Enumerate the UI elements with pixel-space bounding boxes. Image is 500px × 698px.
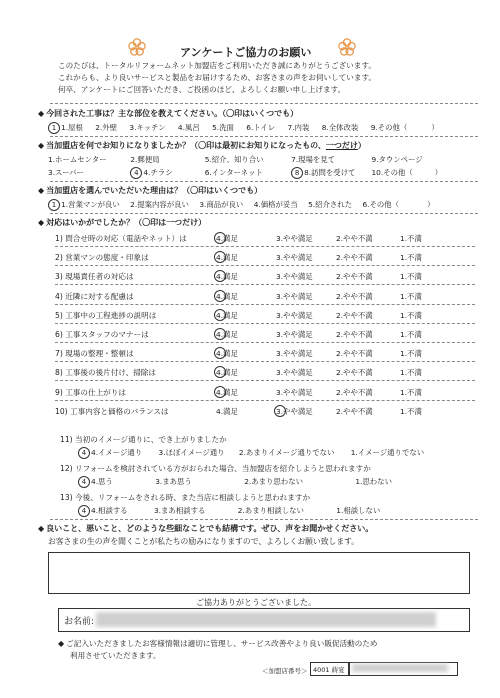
flower-icon <box>128 38 146 56</box>
q4-scale-label: 1.不満 <box>400 253 422 263</box>
q4-scale-label: 2.やや不満 <box>336 387 373 397</box>
row-divider <box>55 323 475 324</box>
q4-item: 7) 現場の整理・整頓は <box>55 349 134 359</box>
q13-question: 13) 今後、リフォームをされる時、また当店に相談しようと思われますか <box>60 493 311 502</box>
q4-scale-label: 3.やや満足 <box>276 291 313 301</box>
redacted-name <box>96 612 436 627</box>
comment-box[interactable] <box>48 552 470 594</box>
q4-item: 3) 現場責任者の対応は <box>55 272 134 282</box>
selected-circle <box>214 309 226 321</box>
q13-options: 4 4.相談する 3.まあ相談する 2.あまり相談しない 1.相談しない <box>78 505 380 517</box>
intro-line: このたびは、トータルリフォームネット加盟店をご利用いただき誠にありがとうございます。 <box>58 61 376 70</box>
q4-scale-option[interactable] <box>400 291 422 302</box>
q4-scale-option[interactable] <box>216 329 238 340</box>
q4-title: ◆ 対応はいかがでしたか？（〇印は一つだけ） <box>38 218 207 227</box>
q4-scale-label: 1.不満 <box>400 291 422 301</box>
q4-scale-option[interactable] <box>216 367 238 378</box>
q4-scale-label: 3.やや満足 <box>276 310 313 320</box>
q4-scale-option[interactable] <box>216 233 238 244</box>
divider <box>50 181 478 182</box>
intro-line: これからも、より良いサービスと製品をお届けするため、お客さまの声をお伺いしています。 <box>58 73 377 82</box>
row-divider <box>55 246 475 247</box>
q4-scale-label: 2.やや不満 <box>336 310 373 320</box>
q4-scale-label: 2.やや不満 <box>336 272 373 282</box>
q3-title: ◆ 当加盟店を選んでいただいた理由は？（〇印はいくつでも） <box>38 186 263 195</box>
row-divider <box>55 361 475 362</box>
q4-scale-label: 2.やや不満 <box>336 253 373 263</box>
divider <box>50 136 478 137</box>
q4-scale-option[interactable] <box>276 329 313 340</box>
q4-scale-option[interactable] <box>276 271 313 282</box>
q4-scale-label: 4.満足 <box>216 234 238 243</box>
q4-scale-label: 3.やや満足 <box>276 272 313 282</box>
selected-circle <box>214 232 226 244</box>
q4-scale-option[interactable] <box>336 367 373 378</box>
q4-scale-option[interactable] <box>336 329 373 340</box>
q4-scale-label: 1.不満 <box>400 330 422 339</box>
row-divider <box>55 342 475 343</box>
q4-scale-label: 1.不満 <box>400 272 422 282</box>
q4-scale-option[interactable] <box>276 406 313 417</box>
thanks-text: ご協力ありがとうございました。 <box>196 598 316 607</box>
q12-question: 12) リフォームを検討されている方がおられた場合、当加盟店を紹介しようと思われますか <box>60 464 371 473</box>
q2-row1: 1.ホームセンター 2.郵便局 5.紹介、知り合い 7.現場を見て 9.タウンページ <box>48 155 423 164</box>
q4-scale-option[interactable] <box>336 291 373 302</box>
redacted-store-code <box>352 664 448 672</box>
q4-scale-label: 3.やや満足 <box>276 349 313 359</box>
q4-scale-label: 1.不満 <box>400 406 422 416</box>
selected-circle <box>214 328 226 340</box>
q4-item: 1) 問合せ時の対応（電話やネット）は <box>55 234 187 243</box>
q4-scale-option[interactable] <box>400 367 422 378</box>
row-divider <box>55 380 475 381</box>
q5-subtitle: お客さまの生の声を聞くことが私たちの励みになりますので、よろしくお願い致します。 <box>48 537 360 546</box>
q3-options: 1 1.営業マンが良い 2.提案内容が良い 3.商品が良い 4.価格が妥当 5.紹介された 6.その他（ ） <box>48 199 434 211</box>
q4-scale-option[interactable] <box>216 387 238 398</box>
divider <box>50 213 478 214</box>
q2-title: ◆ 当加盟店を何でお知りになりましたか？（〇印は最初にお知りになったもの、一つだけ） <box>38 141 366 150</box>
q4-scale-label: 2.やや不満 <box>336 406 373 416</box>
row-divider <box>55 304 475 305</box>
page-title: アンケートご協力のお願い <box>180 46 312 59</box>
q4-scale-label: 1.不満 <box>400 234 422 243</box>
q4-scale-label: 1.不満 <box>400 349 422 359</box>
q4-scale-label: 2.やや不満 <box>336 349 373 359</box>
q4-scale-label: 4.満足 <box>216 253 238 263</box>
q4-item: 5) 工事中の工程進捗の説明は <box>55 310 157 320</box>
q4-scale-label: 3.やや満足 <box>276 253 313 263</box>
q5-title: ◆ 良いこと、悪いこと、どのような些細なことでも結構です。ぜひ、声をお聞かせください。 <box>38 524 374 533</box>
q4-scale-option[interactable] <box>400 348 422 359</box>
q4-scale-option[interactable] <box>400 233 422 244</box>
q4-scale-label: 2.やや不満 <box>336 330 373 339</box>
q4-scale-label: 1.不満 <box>400 387 422 397</box>
name-label: お名前: <box>64 617 95 627</box>
privacy-text: ◆ ご記入いただきましたお客様情報は適切に管理し、サービス改善やより良い販促活動のため <box>58 639 378 648</box>
store-label: ＜加盟店番号＞ <box>262 667 308 675</box>
q4-scale-option[interactable] <box>400 406 422 417</box>
q4-scale-option[interactable] <box>276 291 313 302</box>
privacy-text: 利用させていただきます。 <box>70 651 161 660</box>
q4-scale-option[interactable] <box>336 387 373 398</box>
q4-scale-label: 4.満足 <box>216 349 238 359</box>
divider <box>50 103 478 104</box>
q4-scale-label: 4.満足 <box>216 272 238 282</box>
q4-scale-option[interactable] <box>400 329 422 340</box>
q4-scale-option[interactable] <box>336 271 373 282</box>
q4-scale-label: 3.やや満足 <box>276 234 313 243</box>
q4-item: 2) 営業マンの態度・印象は <box>55 253 149 263</box>
q4-scale-option[interactable] <box>276 310 313 321</box>
q4-scale-option[interactable] <box>276 387 313 398</box>
q4-scale-label: 3.やや満足 <box>276 387 313 397</box>
q4-scale-option[interactable] <box>216 348 238 359</box>
flower-icon <box>338 38 356 56</box>
q2-row2: 3.スーパー 4 4.チラシ 6.インターネット 8 8.訪問を受けて 10.その他（ ） <box>48 168 443 177</box>
q4-scale-option[interactable] <box>336 252 373 263</box>
q4-scale-option[interactable] <box>400 271 422 282</box>
q4-scale-label: 1.不満 <box>400 310 422 320</box>
q4-scale-option[interactable] <box>400 387 422 398</box>
selected-circle[interactable]: 8 <box>291 167 303 179</box>
q4-scale-option[interactable] <box>400 252 422 263</box>
q4-scale-label: 4.満足 <box>216 368 238 378</box>
q4-scale-label: 4.満足 <box>216 291 238 301</box>
q4-scale-label: 3.やや満足 <box>276 330 313 339</box>
q4-scale-option[interactable] <box>276 367 313 378</box>
selected-circle[interactable]: 1 <box>48 199 60 211</box>
q1-title: ◆ 今回された工事は？主な部位を教えてください。（〇印はいくつでも） <box>38 109 299 118</box>
q4-scale-option[interactable] <box>276 233 313 244</box>
selected-circle <box>214 386 226 398</box>
q4-scale-label: 4.満足 <box>216 330 238 339</box>
q4-item: 6) 工事スタッフのマナーは <box>55 330 149 339</box>
q4-scale-option[interactable] <box>216 271 238 282</box>
q1-options: 1 1.屋根 2.外壁 3.キッチン 4.風呂 5.洗面 6.トイレ 7.内装 8.全体改装 9.その他（ ） <box>48 122 478 134</box>
q4-scale-option[interactable] <box>336 310 373 321</box>
q4-scale-option[interactable] <box>400 310 422 321</box>
q4-scale-label: 4.満足 <box>216 387 238 397</box>
q4-scale-option[interactable] <box>276 252 313 263</box>
q4-item: 10) 工事内容と価格のバランスは <box>55 406 169 416</box>
q4-item: 4) 近隣に対する配慮は <box>55 291 134 301</box>
selected-circle <box>274 405 286 417</box>
q4-scale-option[interactable] <box>216 252 238 263</box>
row-divider <box>55 284 475 285</box>
q4-scale-option[interactable] <box>336 233 373 244</box>
selected-circle[interactable]: 4 <box>78 505 90 517</box>
q12-options: 4 4.思う 3.まあ思う 2.あまり思わない 1.思わない <box>78 476 392 488</box>
selected-circle[interactable]: 4 <box>78 476 90 488</box>
q4-scale-label: 3.やや満足 <box>276 368 313 378</box>
q4-scale-label: 4.満足 <box>216 406 238 416</box>
q4-scale-option[interactable] <box>336 406 373 417</box>
selected-circle[interactable]: 4 <box>130 167 142 179</box>
q4-scale-label: 2.やや不満 <box>336 234 373 243</box>
q4-scale-label: 1.不満 <box>400 368 422 378</box>
q4-item: 8) 工事後の後片付け、掃除は <box>55 368 157 378</box>
row-divider <box>55 265 475 266</box>
q4-scale-option[interactable] <box>216 310 238 321</box>
q4-scale-option[interactable] <box>336 348 373 359</box>
q4-scale-label: 3.やや満足 <box>276 406 313 416</box>
row-divider <box>55 400 475 401</box>
q4-scale-option[interactable] <box>216 291 238 302</box>
q4-scale-label: 2.やや不満 <box>336 291 373 301</box>
q4-scale-label: 2.やや不満 <box>336 368 373 378</box>
q4-scale-label: 4.満足 <box>216 310 238 320</box>
store-number: 4001 蒔宴 <box>313 666 345 674</box>
intro-line: 何卒、アンケートにご回答いただき、ご投函のほど、よろしくお願い申し上げます。 <box>58 85 346 94</box>
selected-circle[interactable]: 1 <box>48 122 60 134</box>
selected-circle <box>214 290 226 302</box>
q11-question: 11) 当初のイメージ通りに、でき上がりましたか <box>60 435 227 444</box>
q4-scale-option[interactable] <box>216 406 238 417</box>
q4-item: 9) 工事の仕上がりは <box>55 387 126 397</box>
q4-scale-option[interactable] <box>276 348 313 359</box>
divider <box>50 519 478 520</box>
q11-options: 4 4.イメージ通り 3.ほぼイメージ通り 2.あまりイメージ通りでない 1.イメージ通りでない <box>78 447 424 459</box>
selected-circle[interactable]: 4 <box>78 447 90 459</box>
